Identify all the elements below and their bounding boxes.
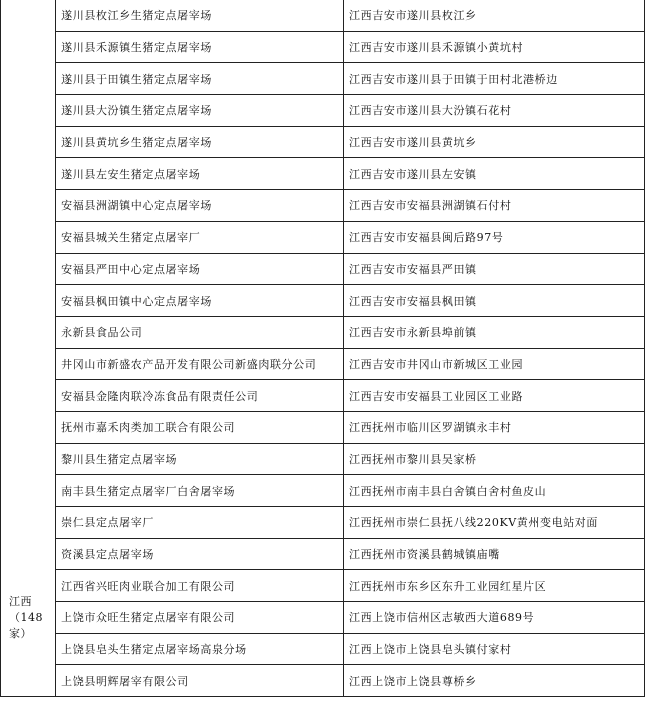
table-row <box>1 602 645 634</box>
table-row <box>1 31 645 63</box>
enterprise-address-cell: 江西吉安市安福县闽后路97号 <box>344 221 645 253</box>
enterprise-address-cell: 江西吉安市安福县工业园区工业路 <box>344 380 645 412</box>
table-row <box>1 475 645 507</box>
enterprise-name-cell: 上饶市众旺生猪定点屠宰有限公司 <box>56 602 344 634</box>
enterprise-name-cell: 遂川县大汾镇生猪定点屠宰场 <box>56 95 344 127</box>
enterprise-address-cell: 江西吉安市遂川县禾源镇小黄坑村 <box>344 31 645 63</box>
enterprise-address-cell: 江西抚州市南丰县白舍镇白舍村鱼皮山 <box>344 475 645 507</box>
table-row <box>1 95 645 127</box>
enterprise-name-cell: 上饶县皂头生猪定点屠宰场高泉分场 <box>56 633 344 665</box>
enterprise-address-cell: 江西吉安市遂川县黄坑乡 <box>344 126 645 158</box>
enterprise-name-cell: 抚州市嘉禾肉类加工联合有限公司 <box>56 411 344 443</box>
table-row <box>1 411 645 443</box>
enterprise-address-cell: 江西吉安市遂川县于田镇于田村北港桥边 <box>344 63 645 95</box>
table-row <box>1 507 645 539</box>
table-row <box>1 316 645 348</box>
enterprise-name-cell: 遂川县枚江乡生猪定点屠宰场 <box>56 0 344 31</box>
enterprise-address-cell: 江西抚州市资溪县鹤城镇庙嘴 <box>344 538 645 570</box>
enterprise-name-cell: 安福县城关生猪定点屠宰厂 <box>56 221 344 253</box>
table-row <box>1 538 645 570</box>
enterprise-address-cell: 江西抚州市临川区罗湖镇永丰村 <box>344 411 645 443</box>
enterprise-address-cell: 江西抚州市崇仁县抚八线220KV黄州变电站对面 <box>344 507 645 539</box>
region-label-line3: 家） <box>9 627 32 641</box>
table-body <box>1 0 645 697</box>
enterprise-address-cell: 江西吉安市遂川县枚江乡 <box>344 0 645 31</box>
enterprise-address-cell: 江西抚州市东乡区东升工业园红星片区 <box>344 570 645 602</box>
table-row <box>1 63 645 95</box>
enterprise-name-cell: 崇仁县定点屠宰厂 <box>56 507 344 539</box>
enterprise-name-cell: 遂川县黄坑乡生猪定点屠宰场 <box>56 126 344 158</box>
enterprise-name-cell: 井冈山市新盛农产品开发有限公司新盛肉联分公司 <box>56 348 344 380</box>
table-row <box>1 126 645 158</box>
table-row <box>1 348 645 380</box>
enterprise-name-cell: 安福县枫田镇中心定点屠宰场 <box>56 285 344 317</box>
table-row <box>1 443 645 475</box>
enterprise-name-cell: 遂川县于田镇生猪定点屠宰场 <box>56 63 344 95</box>
table-row <box>1 158 645 190</box>
table-row <box>1 190 645 222</box>
enterprise-address-cell: 江西吉安市安福县严田镇 <box>344 253 645 285</box>
enterprise-address-cell: 江西吉安市永新县埠前镇 <box>344 316 645 348</box>
enterprise-address-cell: 江西上饶市上饶县尊桥乡 <box>344 665 645 697</box>
enterprise-name-cell: 永新县食品公司 <box>56 316 344 348</box>
enterprise-name-cell: 黎川县生猪定点屠宰场 <box>56 443 344 475</box>
enterprise-name-cell: 遂川县禾源镇生猪定点屠宰场 <box>56 31 344 63</box>
enterprise-address-cell: 江西上饶市上饶县皂头镇付家村 <box>344 633 645 665</box>
enterprise-address-cell: 江西吉安市井冈山市新城区工业园 <box>344 348 645 380</box>
table-row <box>1 665 645 697</box>
region-label-line2: （148 <box>9 611 43 625</box>
table-row <box>1 570 645 602</box>
enterprise-name-cell: 江西省兴旺肉业联合加工有限公司 <box>56 570 344 602</box>
table-row <box>1 633 645 665</box>
region-cell <box>1 0 56 697</box>
enterprise-name-cell: 安福县严田中心定点屠宰场 <box>56 253 344 285</box>
enterprise-address-cell: 江西吉安市安福县枫田镇 <box>344 285 645 317</box>
table-row <box>1 253 645 285</box>
enterprise-name-cell: 安福县洲湖镇中心定点屠宰场 <box>56 190 344 222</box>
table-row <box>1 221 645 253</box>
enterprise-address-cell: 江西上饶市信州区志敏西大道689号 <box>344 602 645 634</box>
enterprise-address-cell: 江西吉安市遂川县大汾镇石花村 <box>344 95 645 127</box>
table-row <box>1 285 645 317</box>
table-row <box>1 0 645 31</box>
enterprise-name-cell: 上饶县明辉屠宰有限公司 <box>56 665 344 697</box>
enterprise-name-cell: 资溪县定点屠宰场 <box>56 538 344 570</box>
table-row <box>1 380 645 412</box>
enterprise-name-cell: 安福县金隆肉联冷冻食品有限责任公司 <box>56 380 344 412</box>
region-label-line1: 江西 <box>9 595 32 609</box>
enterprise-address-cell: 江西吉安市安福县洲湖镇石付村 <box>344 190 645 222</box>
enterprise-address-cell: 江西抚州市黎川县吴家桥 <box>344 443 645 475</box>
enterprise-address-cell: 江西吉安市遂川县左安镇 <box>344 158 645 190</box>
enterprise-name-cell: 遂川县左安生猪定点屠宰场 <box>56 158 344 190</box>
enterprise-name-cell: 南丰县生猪定点屠宰厂白舍屠宰场 <box>56 475 344 507</box>
